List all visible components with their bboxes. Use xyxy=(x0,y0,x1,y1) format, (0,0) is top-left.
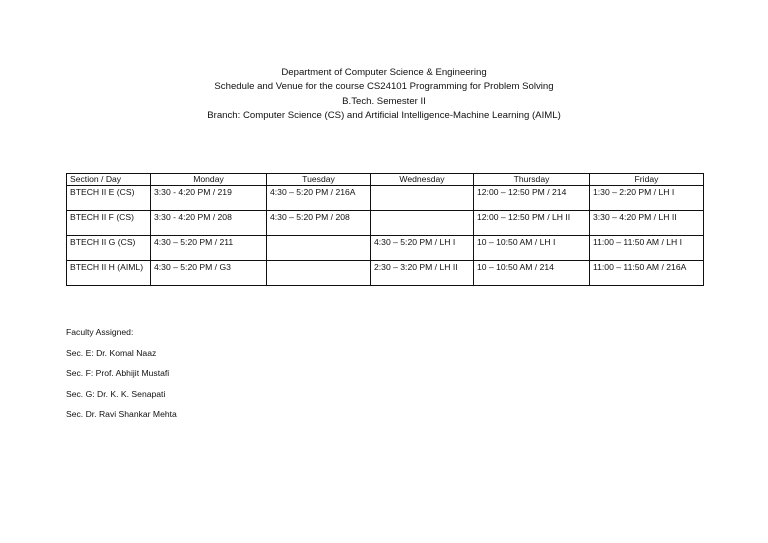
semester-title: B.Tech. Semester II xyxy=(342,95,426,107)
column-header-tuesday: Tuesday xyxy=(267,174,371,186)
monday-cell: 4:30 – 5:20 PM / 211 xyxy=(151,236,267,261)
wednesday-cell: 4:30 – 5:20 PM / LH I xyxy=(371,236,474,261)
schedule-title: Schedule and Venue for the course CS24101 Programming for Problem Solving xyxy=(214,81,554,93)
document-header xyxy=(0,66,768,123)
friday-cell: 11:00 – 11:50 AM / LH I xyxy=(590,236,704,261)
column-header-wednesday: Wednesday xyxy=(371,174,474,186)
column-header-friday: Friday xyxy=(590,174,704,186)
thursday-cell: 12:00 – 12:50 PM / LH II xyxy=(474,211,590,236)
monday-cell: 4:30 – 5:20 PM / G3 xyxy=(151,261,267,286)
friday-cell: 11:00 – 11:50 AM / 216A xyxy=(590,261,704,286)
tuesday-cell: 4:30 – 5:20 PM / 216A xyxy=(267,186,371,211)
faculty-item: Sec. Dr. Ravi Shankar Mehta xyxy=(66,409,177,419)
table-row xyxy=(67,186,704,211)
section-cell: BTECH II G (CS) xyxy=(67,236,151,261)
table-row xyxy=(67,211,704,236)
column-header-monday: Monday xyxy=(151,174,267,186)
faculty-section xyxy=(66,326,177,429)
column-header-thursday: Thursday xyxy=(474,174,590,186)
friday-cell: 1:30 – 2:20 PM / LH I xyxy=(590,186,704,211)
section-cell: BTECH II F (CS) xyxy=(67,211,151,236)
faculty-item: Sec. G: Dr. K. K. Senapati xyxy=(66,388,166,399)
table-row xyxy=(67,236,704,261)
wednesday-cell xyxy=(371,211,474,236)
table-row xyxy=(67,261,704,286)
section-cell: BTECH II H (AIML) xyxy=(67,261,151,286)
column-header-section-day: Section / Day xyxy=(67,174,151,186)
table-header-row xyxy=(67,174,704,186)
thursday-cell: 10 – 10:50 AM / 214 xyxy=(474,261,590,286)
faculty-heading: Faculty Assigned: xyxy=(66,327,134,337)
monday-cell: 3:30 - 4:20 PM / 208 xyxy=(151,211,267,236)
monday-cell: 3:30 - 4:20 PM / 219 xyxy=(151,186,267,211)
branch-title: Branch: Computer Science (CS) and Artificial Intelligence-Machine Learning (AIML) xyxy=(207,109,561,121)
wednesday-cell: 2:30 – 3:20 PM / LH II xyxy=(371,261,474,286)
friday-cell: 3:30 – 4:20 PM / LH II xyxy=(590,211,704,236)
thursday-cell: 10 – 10:50 AM / LH I xyxy=(474,236,590,261)
schedule-table xyxy=(66,173,704,286)
tuesday-cell xyxy=(267,261,371,286)
section-cell: BTECH II E (CS) xyxy=(67,186,151,211)
wednesday-cell xyxy=(371,186,474,211)
tuesday-cell: 4:30 – 5:20 PM / 208 xyxy=(267,211,371,236)
faculty-item: Sec. F: Prof. Abhijit Mustafi xyxy=(66,368,170,378)
tuesday-cell xyxy=(267,236,371,261)
department-title: Department of Computer Science & Engineering xyxy=(281,67,487,78)
faculty-item: Sec. E: Dr. Komal Naaz xyxy=(66,347,157,358)
thursday-cell: 12:00 – 12:50 PM / 214 xyxy=(474,186,590,211)
